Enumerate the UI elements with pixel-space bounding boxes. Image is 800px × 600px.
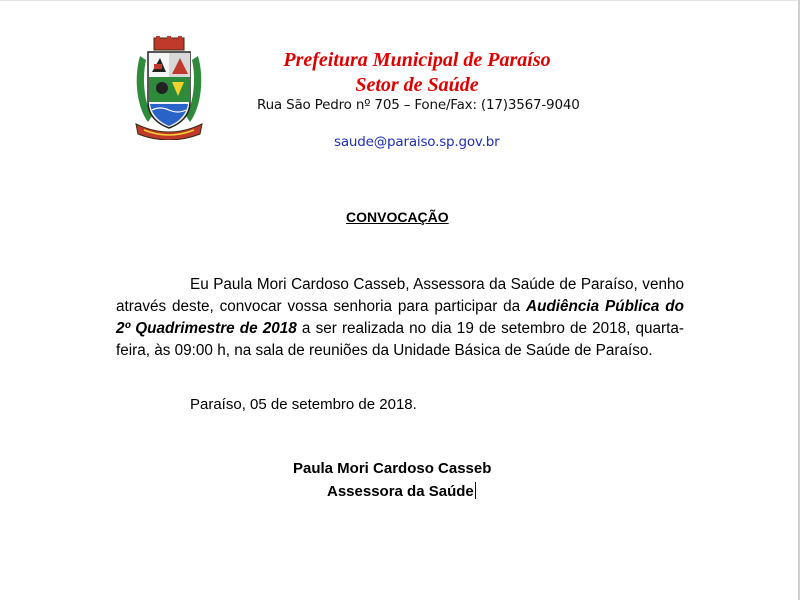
address-line: Rua São Pedro nº 705 – Fone/Fax: (17)3567-9040 bbox=[257, 97, 580, 113]
email-link[interactable]: saude@paraiso.sp.gov.br bbox=[334, 134, 500, 150]
signature-name: Paula Mori Cardoso Casseb bbox=[293, 460, 492, 477]
coat-of-arms-icon bbox=[134, 36, 204, 140]
body-intro-text: Eu Paula Mori Cardoso Casseb, Assessora da Saúde de Paraíso, venho através deste, convocar vossa senhoria para participar da bbox=[116, 276, 684, 315]
signature-role: Assessora da Saúde bbox=[327, 483, 474, 500]
page-top-border bbox=[0, 0, 800, 1]
municipality-title: Prefeitura Municipal de Paraíso bbox=[283, 49, 551, 71]
document-heading: CONVOCAÇÃO bbox=[346, 209, 449, 225]
department-title: Setor de Saúde bbox=[355, 74, 479, 96]
body-rest-text: a ser realizada no dia 19 de setembro de 2018, quarta-feira, às 09:00 h, na sala de reuniões da Unidade Básica de Saúde de Paraíso. bbox=[116, 320, 684, 359]
dateline: Paraíso, 05 de setembro de 2018. bbox=[190, 396, 417, 413]
signature-role-line bbox=[327, 482, 476, 500]
event-name: Audiência Pública do 2º Quadrimestre de 2018 bbox=[116, 298, 684, 337]
text-cursor bbox=[475, 482, 476, 499]
body-paragraph bbox=[116, 274, 684, 362]
